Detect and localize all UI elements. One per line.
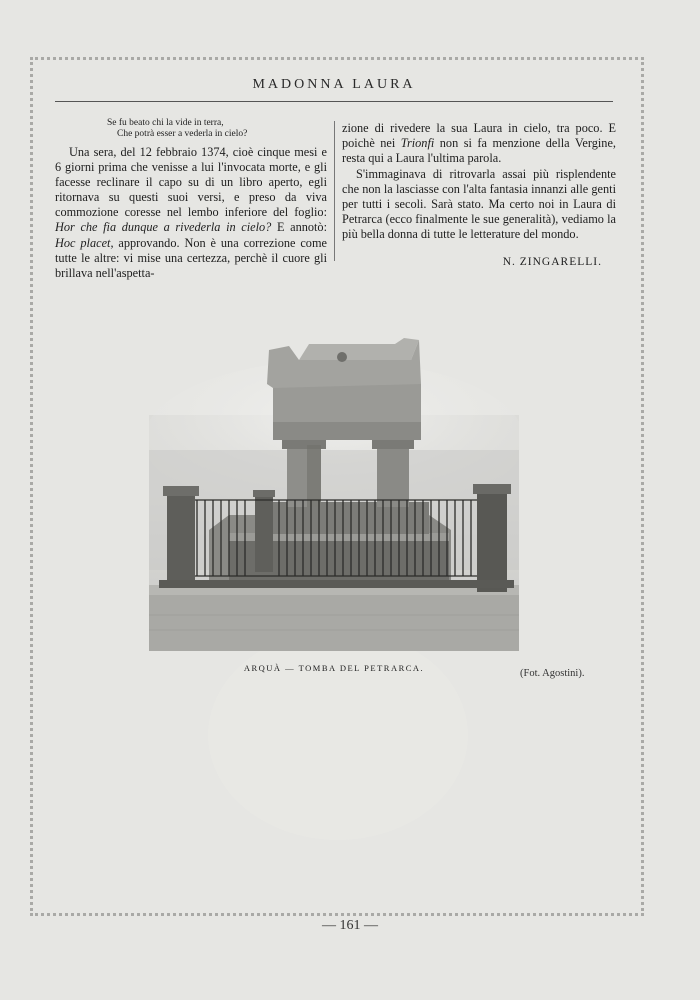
paragraph bbox=[55, 145, 327, 281]
italic-title: Trionfi bbox=[400, 136, 435, 151]
text-run: E annotò: bbox=[271, 220, 327, 235]
left-column bbox=[55, 118, 327, 281]
verse-quote bbox=[107, 118, 327, 139]
text-run: Una sera, del 12 febbraio 1374, cioè cinque mesi e 6 giorni prima che venisse a lui l'invocata morte, e gli facesse reclinare il capo su di un libro aperto, egli ritornava su questi suoi versi, e preso da viva commozione coresse nel lembo inferiore del foglio: bbox=[55, 145, 327, 220]
author-signature: N. ZINGARELLI. bbox=[502, 255, 602, 268]
italic-note: Hoc placet, bbox=[55, 235, 114, 250]
text-run: approvando. Non è una correzione come tutte le altre: vi mise una certezza, perchè il cuore gli brillava nell'aspetta- bbox=[55, 235, 327, 280]
text-run: zione di rivedere la sua Laura in cielo, tra poco. E poichè nei bbox=[342, 121, 616, 151]
photo-credit: (Fot. Agostini). bbox=[520, 668, 585, 679]
verse-line: Che potrà esser a vederla in cielo? bbox=[117, 128, 248, 139]
verse-line: Se fu beato chi la vide in terra, bbox=[107, 118, 224, 128]
paragraph bbox=[342, 121, 616, 167]
text-run: non si fa menzione della Vergine, resta qui a Laura l'ultima parola. bbox=[342, 136, 616, 166]
page-number: — 161 — bbox=[322, 918, 378, 933]
paper-shadow bbox=[208, 630, 468, 840]
running-head: MADONNA LAURA bbox=[252, 77, 416, 92]
column-divider bbox=[334, 121, 335, 261]
header-rule bbox=[55, 101, 613, 102]
tomb-photograph bbox=[149, 330, 519, 651]
figure-caption: ARQUÀ — TOMBA DEL PETRARCA. bbox=[243, 663, 425, 673]
italic-quote: Hor che fia dunque a rivederla in cielo? bbox=[55, 220, 272, 235]
right-column bbox=[342, 121, 616, 270]
paragraph: S'immaginava di ritrovarla assai più risplendente che non la lasciasse con l'alta fantasia innanzi alle genti per tutti i secoli. Sarà stato. Ma certo noi in Laura di Petrarca (ecco finalmente le sue generalità), vediamo la più bella donna di tutte le letterature del mondo. bbox=[342, 166, 616, 242]
